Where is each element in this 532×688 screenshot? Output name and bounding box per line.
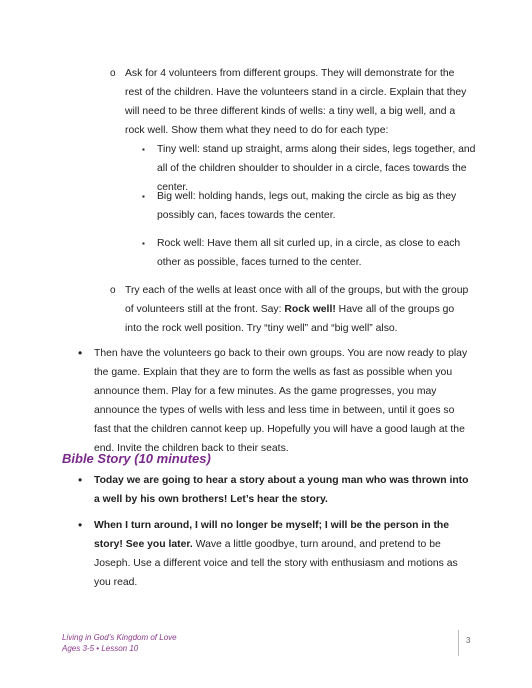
turn-around-instruction — [94, 516, 474, 592]
bullet-marker: • — [78, 518, 83, 532]
footer-ages-lesson — [62, 643, 177, 654]
page-number: 3 — [466, 636, 471, 645]
bullet-marker: • — [78, 473, 83, 487]
well-bullet-marker: ▪ — [142, 192, 145, 201]
try-wells-text-end: Have all of the groups go into the rock well position. Try “tiny well” and “big well” also. — [125, 304, 455, 334]
bullet-marker: • — [78, 346, 83, 360]
volunteers-instruction: Ask for 4 volunteers from different groups. They will demonstrate for the rest of the children. Have the volunteers stand in a circle. Explain that they will need to be three different kinds of wells: a tiny well, a big well, and a rock well. Show them what they need to do for each type: — [125, 68, 467, 136]
tiny-well-item: Tiny well: stand up straight, arms along their sides, legs together, and all of the children shoulder to shoulder in a circle, faces towards the center. — [157, 144, 476, 193]
sub-bullet-marker: o — [110, 68, 116, 79]
well-bullet-marker: ▪ — [142, 239, 145, 248]
try-wells-text: Try each of the wells at least once with all of the groups, but with the group of volunteers still at the front. Say: — [125, 285, 469, 315]
footer-ages: Ages 3-5 — [62, 644, 95, 653]
footer-lesson: Lesson 10 — [101, 644, 139, 653]
big-well-item: Big well: holding hands, legs out, making the circle as big as they possibly can, faces towards the center. — [157, 191, 457, 221]
footer-separator: • — [96, 644, 100, 653]
footer-lesson-info — [62, 632, 177, 654]
turn-around-callout: When I turn around, I will no longer be myself; I will be the person in the story! See you later. — [94, 520, 450, 550]
rock-well-item: Rock well: Have them all sit curled up, in a circle, as close to each other as possible, faces turned to the center. — [157, 238, 461, 268]
footer-series-title: Living in God’s Kingdom of Love — [62, 633, 177, 642]
footer-divider — [458, 630, 459, 656]
rock-well-callout: Rock well! — [284, 304, 336, 315]
turn-around-text: Wave a little goodbye, turn around, and pretend to be Joseph. Use a different voice and tell the story with enthusiasm and motions as you read. — [94, 539, 458, 588]
play-game-instruction: Then have the volunteers go back to their own groups. You are now ready to play the game. Explain that they are to form the wells as fast as possible when you announce them. Play for a few minutes. As the game progresses, you may announce the types of wells with less and less time in between, until it goes so fast that the children cannot keep up. Hopefully you will have a good laugh at the end. Invite the children back to their seats. — [94, 348, 468, 454]
story-intro: Today we are going to hear a story about a young man who was thrown into a well by his own brothers! Let’s hear the story. — [94, 475, 469, 505]
well-bullet-marker: ▪ — [142, 145, 145, 154]
try-wells-instruction — [125, 281, 470, 338]
bible-story-heading: Bible Story (10 minutes) — [62, 451, 211, 466]
sub-bullet-marker: o — [110, 285, 116, 296]
